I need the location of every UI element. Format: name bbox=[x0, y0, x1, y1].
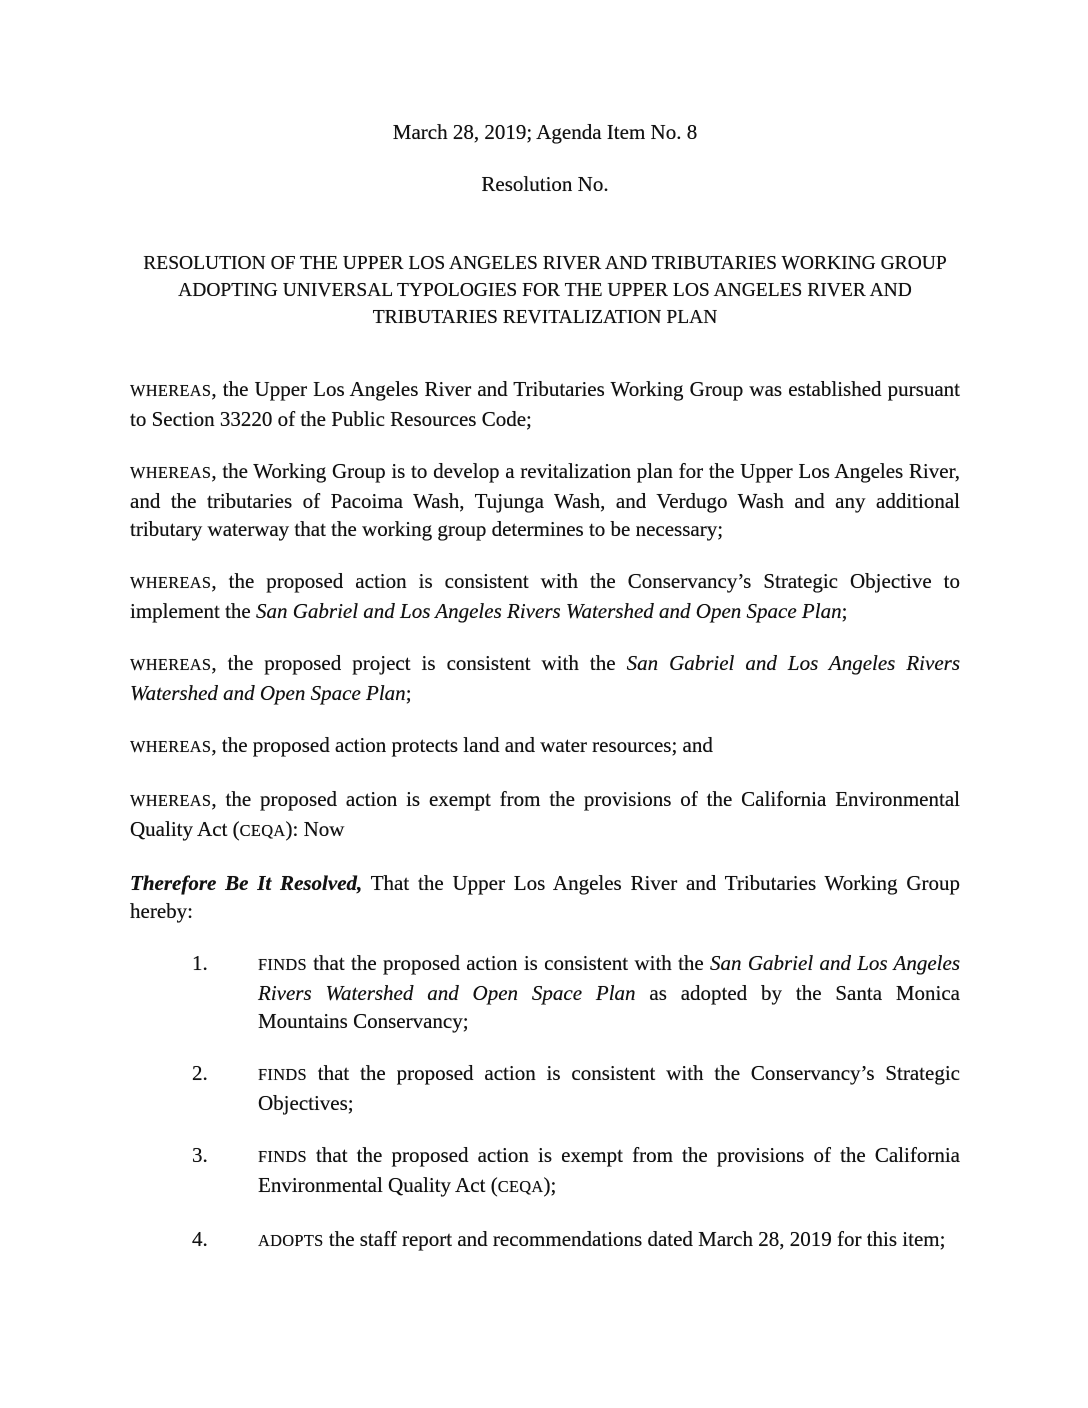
resolved-item-text bbox=[258, 1143, 960, 1197]
text-run: that the proposed action is exempt from the provisions of the California Environmental Quality Act ( bbox=[258, 1143, 960, 1197]
resolved-item bbox=[130, 949, 960, 1035]
smallcaps-run: WHEREAS bbox=[130, 655, 212, 674]
resolved-item-number: 2. bbox=[192, 1061, 208, 1085]
resolved-item-number: 1. bbox=[192, 951, 208, 975]
document-title bbox=[130, 250, 960, 331]
smallcaps-run: WHEREAS bbox=[130, 573, 212, 592]
body-paragraph bbox=[130, 375, 960, 433]
body-paragraph bbox=[130, 869, 960, 925]
text-run: the staff report and recommendations dated March 28, 2019 for this item; bbox=[323, 1227, 946, 1251]
body-paragraph bbox=[130, 785, 960, 845]
resolved-item bbox=[130, 1141, 960, 1201]
text-run: ; bbox=[405, 681, 412, 705]
smallcaps-run: CEQA bbox=[497, 1177, 544, 1196]
resolved-item-text bbox=[258, 1227, 945, 1251]
document-title-line-1: RESOLUTION OF THE UPPER LOS ANGELES RIVER AND TRIBUTARIES WORKING GROUP bbox=[143, 253, 947, 274]
italic-run: San Gabriel and Los Angeles Rivers Watershed and Open Space Plan bbox=[258, 951, 960, 1005]
smallcaps-run: WHEREAS bbox=[130, 463, 212, 482]
resolved-item-number: 4. bbox=[192, 1227, 208, 1251]
text-run: as adopted by the Santa Monica Mountains Conservancy; bbox=[258, 981, 960, 1033]
smallcaps-run: FINDS bbox=[258, 1147, 307, 1166]
text-run: ; bbox=[841, 599, 848, 623]
text-run: that the proposed action is consistent with the Conservancy’s Strategic Objectives; bbox=[258, 1061, 960, 1115]
text-run: ): Now bbox=[285, 817, 345, 841]
body-paragraph bbox=[130, 567, 960, 625]
text-run: ); bbox=[543, 1173, 557, 1197]
smallcaps-run: WHEREAS bbox=[130, 381, 212, 400]
body-paragraph bbox=[130, 731, 960, 761]
smallcaps-run: CEQA bbox=[239, 821, 286, 840]
body-paragraph bbox=[130, 649, 960, 707]
smallcaps-run: WHEREAS bbox=[130, 737, 212, 756]
smallcaps-run: FINDS bbox=[258, 1065, 307, 1084]
text-run: That the Upper Los Angeles River and Tributaries Working Group hereby: bbox=[130, 871, 960, 923]
resolved-item bbox=[130, 1225, 960, 1255]
document-title-line-2: ADOPTING UNIVERSAL TYPOLOGIES FOR THE UPPER LOS ANGELES RIVER AND bbox=[178, 280, 912, 301]
smallcaps-run: FINDS bbox=[258, 955, 307, 974]
resolved-item-number: 3. bbox=[192, 1143, 208, 1167]
text-run: that the proposed action is consistent with the bbox=[306, 951, 711, 975]
text-run: , the Upper Los Angeles River and Tributaries Working Group was established pursuant to Section 33220 of the Public Resources Code; bbox=[130, 377, 960, 431]
text-run: , the proposed action is consistent with the Conservancy’s Strategic Objective to implement the bbox=[130, 569, 960, 623]
smallcaps-run: WHEREAS bbox=[130, 791, 212, 810]
body-paragraph bbox=[130, 457, 960, 543]
resolution-number-line: Resolution No. bbox=[481, 172, 609, 196]
bold-italic-run: Therefore Be It Resolved, bbox=[130, 871, 363, 895]
resolved-item-text bbox=[258, 1061, 960, 1115]
text-run: , the Working Group is to develop a revitalization plan for the Upper Los Angeles River, and the tributaries of Pacoima Wash, Tujunga Wash, and Verdugo Wash and any additional tributary waterway that the working group determines to be necessary; bbox=[130, 459, 960, 541]
resolved-item-text bbox=[258, 951, 960, 1033]
resolved-items-list bbox=[130, 949, 960, 1255]
whereas-section bbox=[130, 375, 960, 925]
text-run: , the proposed action is exempt from the provisions of the California Environmental Quality Act ( bbox=[130, 787, 960, 841]
italic-run: San Gabriel and Los Angeles Rivers Watershed and Open Space Plan bbox=[255, 599, 842, 623]
smallcaps-run: ADOPTS bbox=[258, 1231, 324, 1250]
document-title-line-3: TRIBUTARIES REVITALIZATION PLAN bbox=[372, 307, 718, 328]
text-run: , the proposed action protects land and water resources; and bbox=[211, 733, 713, 757]
text-run: , the proposed project is consistent with the bbox=[211, 651, 627, 675]
resolved-item bbox=[130, 1059, 960, 1117]
date-agenda-line: March 28, 2019; Agenda Item No. 8 bbox=[392, 120, 698, 144]
italic-run: San Gabriel and Los Angeles Rivers Watershed and Open Space Plan bbox=[130, 651, 960, 705]
